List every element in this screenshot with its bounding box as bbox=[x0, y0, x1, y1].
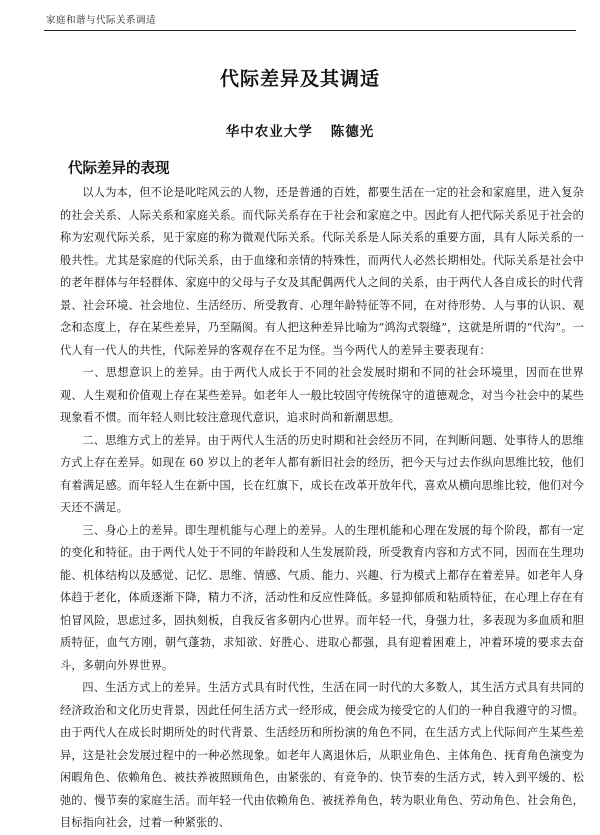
running-head: 家庭和谐与代际关系调适 bbox=[46, 15, 157, 26]
header-rule bbox=[44, 30, 576, 31]
byline bbox=[0, 120, 600, 140]
article-title: 代际差异及其调适 bbox=[219, 68, 380, 90]
body-text bbox=[60, 182, 584, 835]
paragraph-ideology: 一、思想意识上的差异。由于两代人成长于不同的社会发展时期和不同的社会环境里，因而在世界观、人生观和价值观上存在某些差异。如老年人一般比较固守传统保守的道德观念，对当今社会中的某些现象看不惯。而年轻人则比较注意现代意识，追求时尚和新潮思想。 bbox=[60, 366, 584, 424]
intro-paragraph: 以人为本，但不论是叱咤风云的人物，还是普通的百姓，都要生活在一定的社会和家庭里，进入复杂的社会关系、人际关系和家庭关系。而代际关系存在于社会和家庭之中。因此有人把代际关系见于社会的称为宏观代际关系，见于家庭的称为微观代际关系。代际关系是人际关系的重要方面，具有人际关系的一般共性。尤其是家庭的代际关系，由于血缘和亲情的特殊性，而两代人必然长期相处。代际关系是社会中的老年群体与年轻群体、家庭中的父母与子女及其配偶两代人之间的关系，由于两代人各自成长的时代背景、社会环境、社会地位、生活经历、所受教育、心理年龄特征等不同，在对待形势、人与事的认识、观念和态度上，存在某些差异，乃至隔阂。有人把这种差异比喻为“鸿沟式裂缝”，这就是所谓的“代沟”。一代人有一代人的共性，代际差异的客观存在不足为怪。当今两代人的差异主要表现有： bbox=[60, 186, 584, 357]
author-affiliation: 华中农业大学 bbox=[225, 124, 313, 140]
paragraph-lifestyle: 四、生活方式上的差异。生活方式具有时代性，生活在同一时代的大多数人，其生活方式具有共同的经济政治和文化历史背景，因此任何生活方式一经形成，便会成为接受它的人们的一种自我遵守的习惯。由于两代人在成长时期所处的时代背景、生活经历和所扮演的角色不同，在生活方式上代际间产生某些差异，这是社会发展过程中的一种必然现象。如老年人离退休后，从职业角色、主体角色、抚育角色演变为闲暇角色、依赖角色、被扶养被照顾角色，由紧张的、有竞争的、快节奏的生活方式，转入到平缓的、松弛的、慢节奏的家庭生活。而年轻一代由依赖角色、被抚养角色，转为职业角色、劳动角色、社会角色，目标指向社会，过着一种紧张的、 bbox=[60, 681, 584, 829]
paragraph-thinking: 二、思维方式上的差异。由于两代人生活的历史时期和社会经历不同，在判断问题、处事待人的思维方式上存在差异。如现在 60 岁以上的老年人都有新旧社会的经历，把今天与过去作纵向思维比较，他们有着满足感。而年轻人生在新中国，长在红旗下，成长在改革开放年代，喜欢从横向思维比较，他们对今天还不满足。 bbox=[60, 433, 584, 514]
section-heading: 代际差异的表现 bbox=[68, 161, 170, 177]
paragraph-body-mind: 三、身心上的差异。即生理机能与心理上的差异。人的生理机能和心理在发展的每个阶段，都有一定的变化和特征。由于两代人处于不同的年龄段和人生发展阶段，所受教育内容和方式不同，因而在生理功能、机体结构以及感觉、记忆、思维、情感、气质、能力、兴趣、行为模式上都存在着差异。如老年人身体趋于老化，体质逐渐下降，精力不济，活动性和反应性降低。多显抑郁质和粘质特征，在心理上存在有怕冒风险，思虑过多，固执刻板，自我反省多朝内心世界。而年轻一代，身强力壮，多表现为多血质和胆质特征，血气方刚，朝气蓬勃，求知欲、好胜心、进取心都强，具有迎着困难上，冲着环境的要求去奋斗，多朝向外界世界。 bbox=[60, 523, 584, 672]
author-name: 陈德光 bbox=[330, 124, 375, 140]
